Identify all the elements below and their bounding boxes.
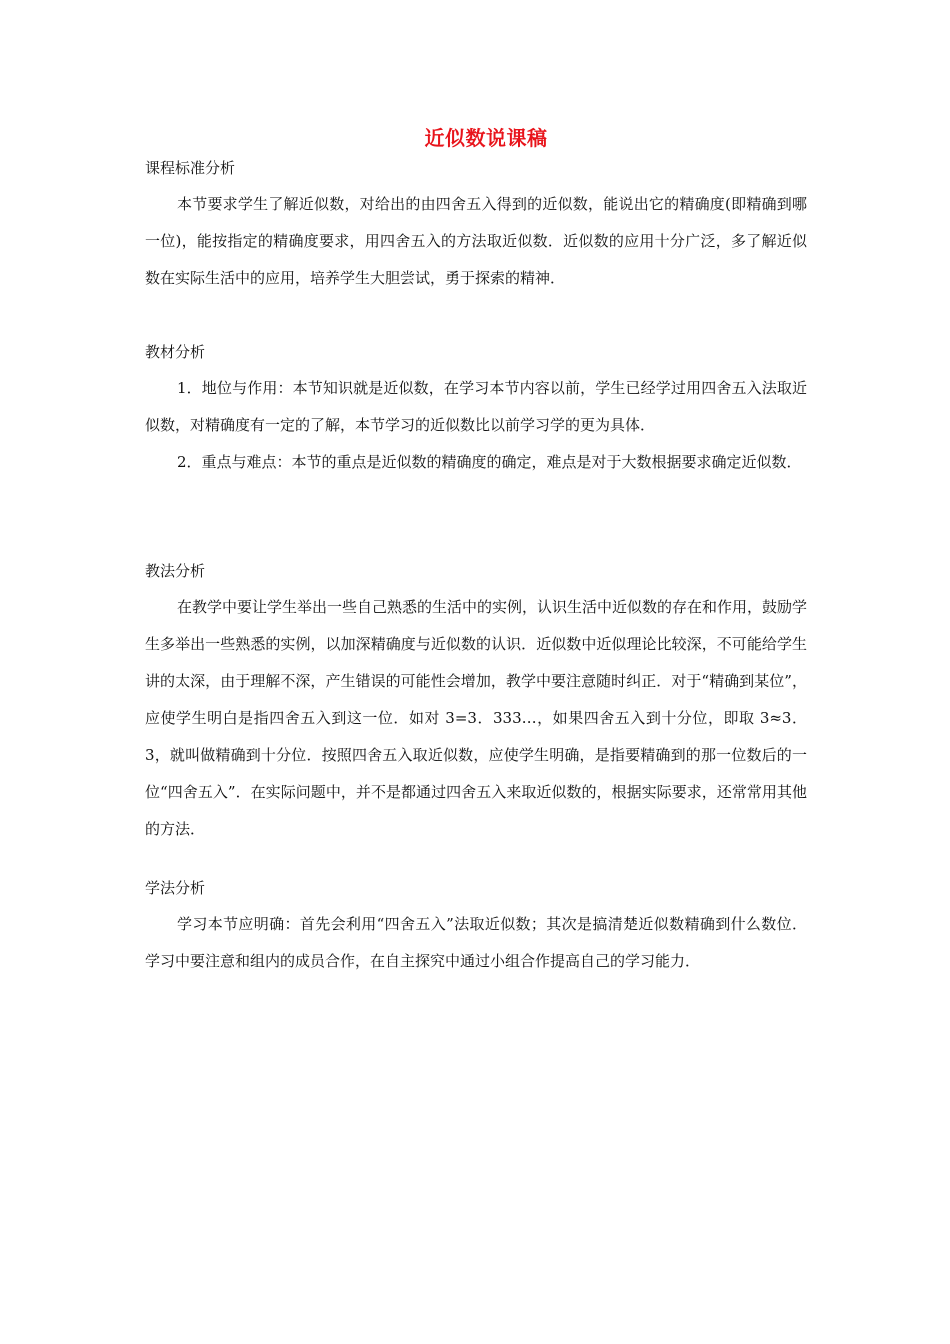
section-heading-textbook: 教材分析 bbox=[145, 343, 206, 361]
document-title: 近似数说课稿 bbox=[424, 126, 548, 150]
section-heading-learning-method: 学法分析 bbox=[145, 879, 206, 897]
section-paragraph-teaching-method: 在教学中要让学生举出一些自己熟悉的生活中的实例，认识生活中近似数的存在和作用，鼓励学生多举出一些熟悉的实例，以加深精确度与近似数的认识．近似数中近似理论比较深，不可能给学生讲的太深，由于理解不深，产生错误的可能性会增加，教学中要注意随时纠正．对于“精确到某位”，应使学生明白是指四舍五入到这一位．如对 3=3．333…，如果四舍五入到十分位，即取 3≈3．3，就叫做精确到十分位．按照四舍五入取近似数，应使学生明确，是指要精确到的那一位数后的一位“四舍五入”．在实际问题中，并不是都通过四舍五入来取近似数的，根据实际要求，还常常用其他的方法． bbox=[145, 598, 808, 838]
section-paragraph-key-points: 2．重点与难点：本节的重点是近似数的精确度的确定，难点是对于大数根据要求确定近似数． bbox=[177, 453, 802, 471]
section-heading-teaching-method: 教法分析 bbox=[145, 562, 206, 580]
section-heading-curriculum: 课程标准分析 bbox=[145, 159, 236, 177]
section-paragraph-role: 1．地位与作用：本节知识就是近似数，在学习本节内容以前，学生已经学过用四舍五入法取近似数，对精确度有一定的了解，本节学习的近似数比以前学习学的更为具体． bbox=[145, 379, 807, 434]
section-paragraph-learning-method: 学习本节应明确：首先会利用“四舍五入”法取近似数；其次是搞清楚近似数精确到什么数位．学习中要注意和组内的成员合作，在自主探究中通过小组合作提高自己的学习能力． bbox=[145, 915, 807, 970]
section-paragraph-curriculum: 本节要求学生了解近似数，对给出的由四舍五入得到的近似数，能说出它的精确度(即精确到哪一位)，能按指定的精确度要求，用四舍五入的方法取近似数．近似数的应用十分广泛，多了解近似数在实际生活中的应用，培养学生大胆尝试，勇于探索的精神． bbox=[145, 195, 807, 287]
